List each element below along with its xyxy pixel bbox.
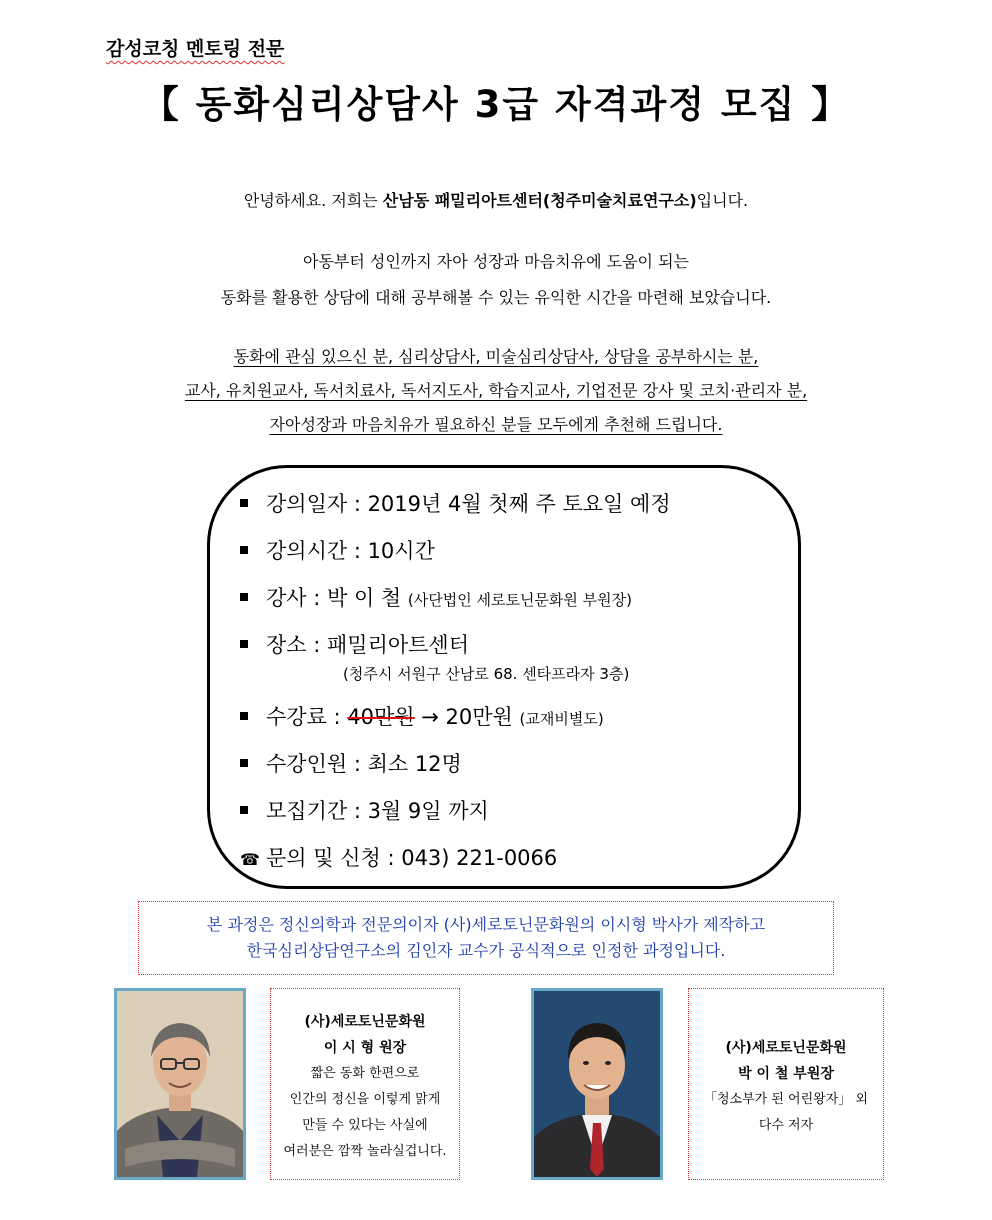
profile-quote-2: 인간의 정신을 이렇게 맑게 <box>289 1092 441 1107</box>
greeting-prefix: 안녕하세요. 저희는 <box>243 191 383 210</box>
page-title: 【 동화심리상담사 3급 자격과정 모집 】 <box>141 83 851 126</box>
bullet-icon <box>240 759 248 767</box>
portrait-illustration <box>534 991 660 1177</box>
info-fee <box>240 701 604 731</box>
profile-name: 박 이 철 부원장 <box>738 1066 834 1082</box>
intro-line-2: 아동부터 성인까지 자아 성장과 마음치유에 도움이 되는 <box>302 252 689 271</box>
greeting-place: 산남동 패밀리아트센터(청주미술치료연구소) <box>382 191 697 210</box>
info-contact-text: 문의 및 신청 : 043) 221-0066 <box>266 846 558 870</box>
phone-icon: ☎ <box>240 850 260 869</box>
recommend-line-2 <box>0 378 992 401</box>
info-deadline <box>240 795 489 825</box>
info-hours <box>240 535 435 565</box>
profile-photo-director <box>114 988 246 1180</box>
info-instructor-text: 강사 : 박 이 철 <box>266 586 408 610</box>
info-deadline-text: 모집기간 : 3월 9일 까지 <box>266 799 489 823</box>
bullet-icon <box>240 806 248 814</box>
profile-org: (사)세로토닌문화원 <box>304 1014 426 1030</box>
notice-line-2: 한국심리상담연구소의 김인자 교수가 공식적으로 인정한 과정입니다. <box>246 941 726 960</box>
greeting-suffix: 입니다. <box>696 191 749 210</box>
profile-quote-3: 만들 수 있다는 사실에 <box>302 1118 428 1133</box>
bullet-icon <box>240 499 248 507</box>
bullet-icon <box>240 593 248 601</box>
info-contact <box>240 842 557 872</box>
info-fee-label: 수강료 : <box>266 705 348 729</box>
info-fee-arrow: → <box>414 705 446 729</box>
info-venue-address: (청주시 서원구 산남로 68. 센타프라자 3층) <box>343 665 630 683</box>
info-hours-text: 강의시간 : 10시간 <box>266 539 435 563</box>
info-instructor-note: (사단법인 세로토닌문화원 부원장) <box>407 591 632 609</box>
recommend-text-3: 자아성장과 마음치유가 필요하신 분들 모두에게 추천해 드립니다. <box>269 415 723 434</box>
info-fee-new: 20만원 <box>445 705 520 729</box>
profile-desc-1: 「청소부가 된 어린왕자」 외 <box>704 1092 868 1107</box>
info-instructor <box>240 582 632 612</box>
portrait-illustration <box>117 991 243 1177</box>
info-date-text: 강의일자 : 2019년 4월 첫째 주 토요일 예정 <box>266 492 671 516</box>
certification-notice <box>138 901 834 975</box>
profile-quote-4: 여러분은 깜짝 놀라실겁니다. <box>283 1144 447 1159</box>
recommend-line-3 <box>0 412 992 435</box>
profile-desc-2: 다수 저자 <box>758 1118 814 1133</box>
recommend-text-1: 동화에 관심 있으신 분, 심리상담사, 미술심리상담사, 상담을 공부하시는 분, <box>233 347 759 366</box>
info-capacity-text: 수강인원 : 최소 12명 <box>266 752 462 776</box>
info-date <box>240 488 671 518</box>
header-subtitle: 감성코칭 멘토링 전문 <box>106 38 285 60</box>
info-venue <box>240 629 469 659</box>
profile-card-vice-director <box>688 988 884 1180</box>
info-capacity <box>240 748 462 778</box>
recommend-line-1 <box>0 344 992 367</box>
intro-line-3: 동화를 활용한 상담에 대해 공부해볼 수 있는 유익한 시간을 마련해 보았습니다. <box>220 288 772 307</box>
info-fee-note: (교재비별도) <box>519 710 604 728</box>
profile-photo-vice-director <box>531 988 663 1180</box>
bullet-icon <box>240 640 248 648</box>
profile-card-director <box>270 988 460 1180</box>
profile-org: (사)세로토닌문화원 <box>725 1040 847 1056</box>
bullet-icon <box>240 546 248 554</box>
recommend-text-2: 교사, 유치원교사, 독서치료사, 독서지도사, 학습지교사, 기업전문 강사 및 코치·관리자 분, <box>184 381 808 400</box>
info-fee-old: 40만원 <box>347 705 415 729</box>
bullet-icon <box>240 712 248 720</box>
notice-line-1: 본 과정은 정신의학과 전문의이자 (사)세로토닌문화원의 이시형 박사가 제작하고 <box>206 915 766 934</box>
greeting-line <box>0 188 992 211</box>
info-venue-text: 장소 : 패밀리아트센터 <box>266 633 469 657</box>
profile-name: 이 시 형 원장 <box>323 1040 407 1056</box>
profile-quote-1: 짧은 동화 한편으로 <box>310 1066 420 1081</box>
